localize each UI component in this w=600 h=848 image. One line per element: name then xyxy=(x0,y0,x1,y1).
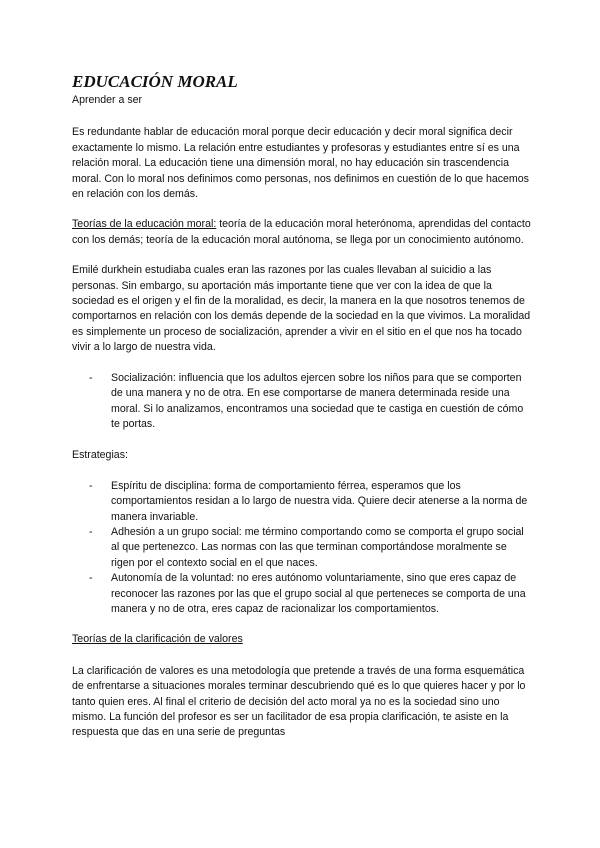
dash-bullet: - xyxy=(89,371,93,384)
strategy-text: Espíritu de disciplina: forma de comportamiento férrea, esperamos que los comportamientos residan a lo largo de nuestra vida. Quiere decir atenerse a la norma de manera invariable. xyxy=(111,479,528,523)
clarification-heading-text: Teorías de la clarificación de valores xyxy=(72,633,243,646)
list-item xyxy=(72,479,532,525)
socialization-list xyxy=(72,371,532,433)
strategy-text: Autonomía de la voluntad: no eres autónomo voluntariamente, sino que eres capaz de reconocer las razones por las que el grupo social al que perteneces se comporta de una manera y no de otra, eres capaz de racionalizar los comportamientos. xyxy=(111,572,526,615)
clarification-heading xyxy=(72,632,532,647)
strategies-label: Estrategias: xyxy=(72,449,128,462)
document-title: EDUCACIÓN MORAL xyxy=(72,72,238,91)
document-subtitle: Aprender a ser xyxy=(72,94,143,106)
theories-paragraph xyxy=(72,217,532,248)
strategies-list xyxy=(72,479,532,618)
strategy-text: Adhesión a un grupo social: me término comportando como se comporta el grupo social al que pertenezco. Las normas con las que terminan comportándose moralmente se rigen por el contexto social en el que naces. xyxy=(111,525,524,569)
theories-text: teoría de la educación moral heterónoma, aprendidas del contacto con los demás; teoría de la educación moral autónoma, se llega por un conocimiento autónomo. xyxy=(72,218,531,246)
theories-heading: Teorías de la educación moral: xyxy=(72,218,217,231)
document-page xyxy=(72,72,532,741)
dash-bullet: - xyxy=(89,572,93,585)
durkheim-paragraph: Emilé durkhein estudiaba cuales eran las razones por las cuales llevaban al suicidio a las personas. Sin embargo, su aportación más importante tiene que ver con la idea de que la sociedad es el origen y el fin de la moralidad, es decir, la manera en la que nosotros tenemos de comportarnos en relación con los demás depende de la sociedad en la que vivimos. La moralidad es simplemente un proceso de socialización, aprender a vivir en el sitio en el que nos ha tocado vivir a lo largo de nuestra vida. xyxy=(72,264,531,354)
dash-bullet: - xyxy=(89,479,93,492)
socialization-text: Socialización: influencia que los adultos ejercen sobre los niños para que se comporten de una manera y no de otra. En ese comportarse de manera determinada reside una moral. Si lo analizamos, encontramos una sociedad que te castiga en cuestión de cómo te portas. xyxy=(111,371,524,430)
list-item xyxy=(72,371,532,433)
list-item xyxy=(72,571,532,617)
intro-paragraph: Es redundante hablar de educación moral porque decir educación y decir moral significa decir exactamente lo mismo. La relación entre estudiantes y profesoras y estudiantes entre sí es una relación moral. La educación tiene una dimensión moral, no hay educación sin trascendencia moral. Con lo moral nos definimos como personas, nos definimos en cuestión de lo que hacemos en relación con los demás. xyxy=(72,126,529,201)
list-item xyxy=(72,525,532,571)
dash-bullet: - xyxy=(89,525,93,538)
clarification-paragraph: La clarificación de valores es una metodología que pretende a través de una forma esquemática de enfrentarse a situaciones morales terminar descubriendo qué es lo que quieres hacer y por lo tanto quien eres. Al final el criterio de decisión del acto moral ya no es la sociedad sino uno mismo. La función del profesor es ser un facilitador de esa propia clarificación, te asiste en la respuesta que das en una serie de preguntas xyxy=(72,664,526,739)
